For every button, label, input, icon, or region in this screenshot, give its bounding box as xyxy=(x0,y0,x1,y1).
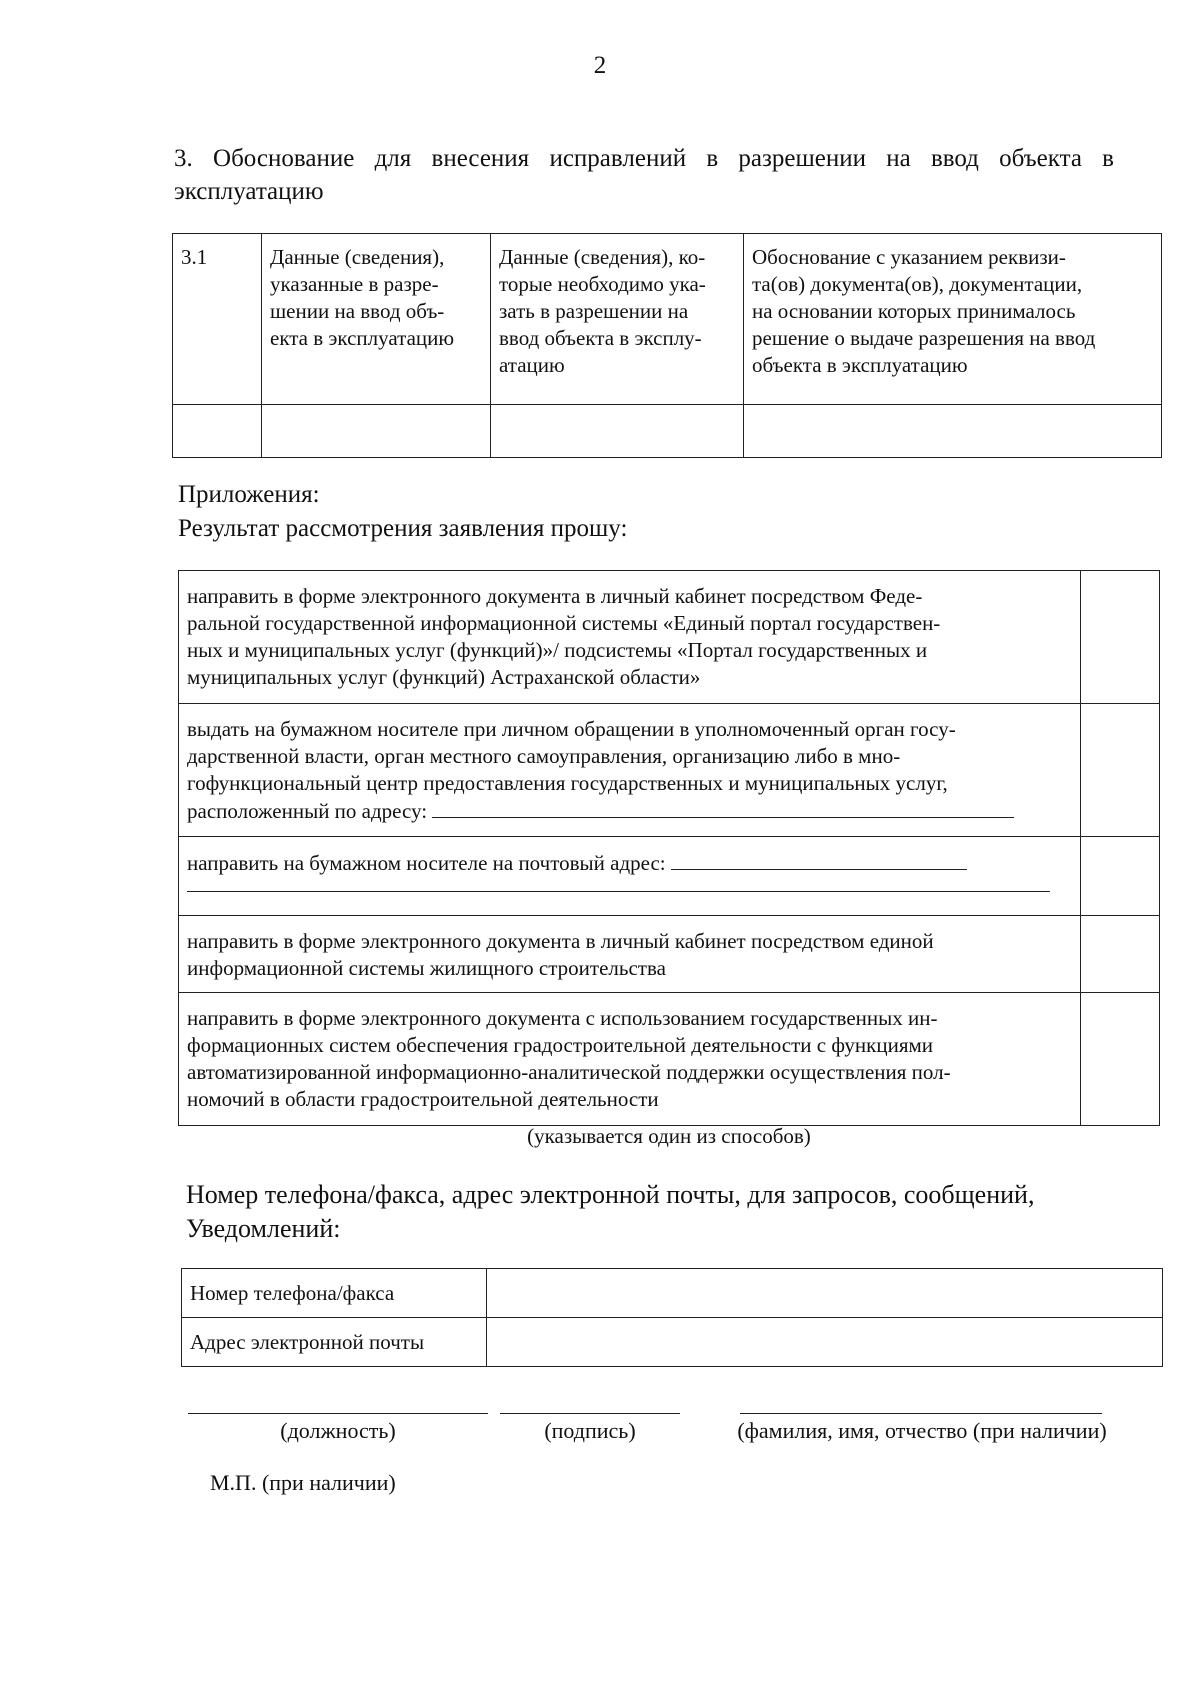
table-row xyxy=(179,571,1160,704)
option-paper-in-person-checkbox[interactable] xyxy=(1081,704,1160,837)
empty-cell[interactable] xyxy=(744,405,1162,458)
header-line: зать в разрешении на xyxy=(499,299,689,323)
table-row xyxy=(173,234,1162,405)
row-number-cell xyxy=(173,234,262,405)
stamp-note: М.П. (при наличии) xyxy=(210,1470,396,1495)
result-method-table xyxy=(178,570,1160,1126)
table-row xyxy=(182,1269,1163,1318)
option-line xyxy=(187,849,1072,877)
option-epgu xyxy=(179,571,1081,704)
header-line: решение о выдаче разрешения на ввод xyxy=(752,326,1096,350)
option-paper-in-person xyxy=(179,704,1081,837)
phone-field[interactable] xyxy=(487,1269,1163,1318)
contact-title-line: Уведомлений: xyxy=(186,1214,341,1243)
option-line: ных и муниципальных услуг (функций)»/ подсистемы «Портал государственных и xyxy=(187,638,928,662)
appendix-block xyxy=(178,478,627,546)
table-row xyxy=(173,405,1162,458)
header-line: шении на ввод объ- xyxy=(270,299,445,323)
row-number: 3.1 xyxy=(181,245,208,269)
option-line: дарственной власти, орган местного самоуправления, организацию либо в мно- xyxy=(187,744,901,768)
option-gisogd xyxy=(179,993,1081,1126)
option-line: ральной государственной информационной системы «Единый портал государствен- xyxy=(187,611,941,635)
email-field[interactable] xyxy=(487,1318,1163,1367)
position-caption: (должность) xyxy=(280,1418,396,1443)
header-line: Обоснование с указанием реквизи- xyxy=(752,245,1066,269)
address-label: расположенный по адресу: xyxy=(187,799,428,823)
empty-cell[interactable] xyxy=(491,405,744,458)
empty-cell[interactable] xyxy=(262,405,491,458)
email-label: Адрес электронной почты xyxy=(182,1318,487,1367)
postal-address-input-line-2[interactable] xyxy=(187,877,1050,892)
header-line: екта в эксплуатацию xyxy=(270,326,455,350)
header-line: Данные (сведения), ко- xyxy=(499,245,706,269)
table-row xyxy=(182,1318,1163,1367)
table-row xyxy=(179,704,1160,837)
header-line: Данные (сведения), xyxy=(270,245,445,269)
header-line: ввод объекта в эксплу- xyxy=(499,326,702,350)
result-label: Результат рассмотрения заявления прошу: xyxy=(178,515,628,542)
justification-header xyxy=(744,234,1162,405)
full-name-caption: (фамилия, имя, отчество (при наличии) xyxy=(737,1418,1107,1443)
contact-title xyxy=(186,1178,1136,1246)
option-line: направить в форме электронного документа в личный кабинет посредством Феде- xyxy=(187,584,923,608)
method-hint: (указывается один из способов) xyxy=(527,1124,811,1148)
section-3-title: 3. Обоснование для внесения исправлений в разрешении на ввод объекта в эксплуатацию xyxy=(174,145,1114,205)
page-number: 2 xyxy=(593,52,607,79)
header-line: указанные в разре- xyxy=(270,272,439,296)
option-line: направить в форме электронного документа с использованием государственных ин- xyxy=(187,1006,938,1030)
postal-address-input-line[interactable] xyxy=(671,849,967,870)
option-epgu-checkbox[interactable] xyxy=(1081,571,1160,704)
contact-title-line: Номер телефона/факса, адрес электронной почты, для запросов, сообщений, xyxy=(186,1180,1035,1209)
appendix-label: Приложения: xyxy=(178,481,320,508)
position-line[interactable] xyxy=(188,1413,488,1414)
postal-address-label: направить на бумажном носителе на почтовый адрес: xyxy=(187,851,666,875)
option-eisjs-checkbox[interactable] xyxy=(1081,916,1160,993)
header-line: объекта в эксплуатацию xyxy=(752,353,968,377)
full-name-line[interactable] xyxy=(740,1413,1102,1414)
option-line: выдать на бумажном носителе при личном обращении в уполномоченный орган госу- xyxy=(187,717,956,741)
address-input-line[interactable] xyxy=(432,797,1014,818)
header-line: та(ов) документа(ов), документации, xyxy=(752,272,1083,296)
option-line: формационных систем обеспечения градостроительной деятельности с функциями xyxy=(187,1033,934,1057)
table-row xyxy=(179,837,1160,916)
option-line xyxy=(187,797,1072,825)
option-paper-mail-checkbox[interactable] xyxy=(1081,837,1160,916)
current-data-header xyxy=(262,234,491,405)
table-row xyxy=(179,916,1160,993)
option-line: автоматизированной информационно-аналитической поддержки осуществления пол- xyxy=(187,1060,951,1084)
phone-label: Номер телефона/факса xyxy=(182,1269,487,1318)
signature-caption: (подпись) xyxy=(544,1418,636,1443)
option-line: гофункциональный центр предоставления государственных и муниципальных услуг, xyxy=(187,771,948,795)
option-line: муниципальных услуг (функций) Астраханской области» xyxy=(187,665,701,689)
empty-cell[interactable] xyxy=(173,405,262,458)
header-line: на основании которых принималось xyxy=(752,299,1076,323)
header-line: торые необходимо ука- xyxy=(499,272,706,296)
table-row xyxy=(179,993,1160,1126)
contact-table xyxy=(181,1268,1163,1367)
option-gisogd-checkbox[interactable] xyxy=(1081,993,1160,1126)
option-line: номочий в области градостроительной деятельности xyxy=(187,1087,659,1111)
signature-line[interactable] xyxy=(500,1413,680,1414)
corrections-table xyxy=(172,233,1162,458)
option-line: направить в форме электронного документа в личный кабинет посредством единой xyxy=(187,929,934,953)
new-data-header xyxy=(491,234,744,405)
option-paper-mail xyxy=(179,837,1081,916)
header-line: атацию xyxy=(499,353,565,377)
option-line: информационной системы жилищного строительства xyxy=(187,956,666,980)
option-eisjs xyxy=(179,916,1081,993)
